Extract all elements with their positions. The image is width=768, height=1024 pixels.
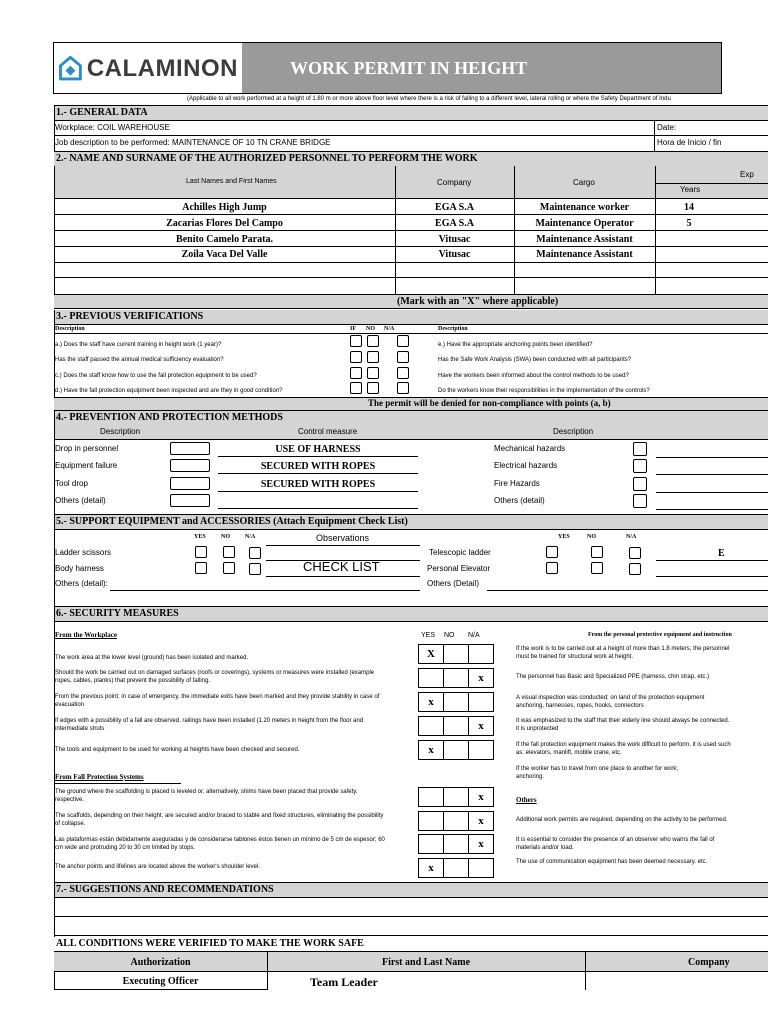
- section-support-equipment: 5.- SUPPORT EQUIPMENT and ACCESSORIES (Attach Equipment Check List): [54, 514, 768, 530]
- support-others-label: Others (detail):: [55, 579, 108, 588]
- verification-b-no-checkbox[interactable]: [367, 351, 379, 363]
- col-years-header: Years: [680, 185, 701, 194]
- security-item-3-marks[interactable]: x: [418, 692, 494, 712]
- person-name: Benito Camelo Parata.: [176, 234, 273, 245]
- verification-c-na-checkbox[interactable]: [397, 367, 409, 379]
- job-description-field: Job description to be performed: MAINTENANCE OF 10 TN CRANE BRIDGE: [55, 138, 331, 147]
- verif-no-label: NO: [366, 326, 375, 332]
- security-item-1: The work area at the lower level (ground) has been isolated and marked.: [55, 655, 249, 661]
- verification-b: Has the staff passed the annual medical sufficiency evaluation?: [55, 357, 224, 363]
- security-item-4-marks[interactable]: x: [418, 716, 494, 736]
- col-company-header: Company: [437, 178, 472, 187]
- body-harness-no-checkbox[interactable]: [223, 562, 235, 574]
- telescopic-ladder-observation: E: [718, 548, 725, 559]
- person-name: Zoila Vaca Del Valle: [181, 249, 268, 260]
- verification-g: Have the workers been informed about the control methods to be used?: [438, 373, 629, 379]
- security-item-4: If edges with a possibility of a fall are observed, railings have been installed (1.20 meters in height from the floor and intermediate struts: [55, 718, 364, 732]
- verification-a: a.) Does the staff have current training in height work (1 year)?: [55, 342, 222, 348]
- control-drop: USE OF HARNESS: [275, 444, 361, 455]
- section-previous-verifications: 3.- PREVIOUS VERIFICATIONS: [54, 310, 768, 325]
- section-suggestions: 7.- SUGGESTIONS AND RECOMMENDATIONS: [54, 882, 768, 898]
- body-harness-yes-checkbox[interactable]: [195, 562, 207, 574]
- col-role-header: Cargo: [573, 178, 595, 187]
- hazard-others-box[interactable]: [170, 494, 210, 507]
- verif-desc-label: Description: [55, 326, 85, 332]
- person-company: EGA S.A: [435, 202, 474, 213]
- person-company: Vitusac: [438, 249, 471, 260]
- hazard-mechanical-checkbox[interactable]: [633, 442, 647, 456]
- verif-na-label: N/A: [384, 326, 395, 332]
- security-item-2: Should the work be carried out on damaged surfaces (roofs or coverings), systems or measures were installed (example ropes, cables, planks) that prevent the possibility of falling.: [55, 670, 375, 684]
- telescopic-ladder-yes-checkbox[interactable]: [546, 546, 558, 558]
- support-others-right-label: Others (Detail): [427, 579, 480, 588]
- logo: [58, 50, 238, 88]
- verification-b-na-checkbox[interactable]: [397, 351, 409, 363]
- fall-item-1: The ground where the scaffolding is placed is leveled or, alternatively, shims have been placed that provide safety. respective.: [55, 789, 358, 803]
- hazard-tool-label: Tool drop: [55, 479, 88, 488]
- verification-b-if-checkbox[interactable]: [350, 351, 362, 363]
- logo-text: CALAMINON: [86, 55, 238, 82]
- security-item-1-marks[interactable]: X: [418, 644, 494, 664]
- security-item-2-marks[interactable]: x: [418, 668, 494, 688]
- page-title: WORK PERMIT IN HEIGHT: [290, 57, 528, 78]
- calaminon-logo-icon: [58, 52, 83, 86]
- others-heading: Others: [516, 796, 537, 804]
- ladder-scissors-na-checkbox[interactable]: [249, 547, 261, 559]
- verification-e: e.) Have the appropriate anchoring points been identified?: [438, 342, 593, 348]
- fall-item-1-marks[interactable]: x: [418, 787, 494, 807]
- security-item-3: From the previous point; in case of emergency, the immediate exits have been marked and they provide stability in case of evacuation: [55, 694, 380, 708]
- start-end-time-label: Hora de Inicio / fin: [657, 138, 722, 147]
- hazard-mechanical-label: Mechanical hazards: [494, 444, 566, 453]
- hazard-others-label: Others (detail): [55, 496, 106, 505]
- verification-d-na-checkbox[interactable]: [397, 382, 409, 394]
- hazard-others-checkbox[interactable]: [633, 494, 647, 508]
- fall-item-4: The anchor points and lifelines are located above the worker's shoulder level.: [55, 864, 260, 870]
- verification-d-if-checkbox[interactable]: [350, 382, 362, 394]
- check-list-note: CHECK LIST: [303, 559, 380, 574]
- person-name: Achilles High Jump: [182, 202, 267, 213]
- prev-col-desc: Description: [100, 427, 141, 436]
- body-harness-na-checkbox[interactable]: [249, 563, 261, 575]
- ladder-scissors-label: Ladder scissors: [55, 548, 112, 557]
- control-tool: SECURED WITH ROPES: [260, 479, 376, 490]
- person-role: Maintenance Assistant: [536, 249, 633, 260]
- security-no-label: NO: [444, 632, 455, 639]
- hazard-tool-box[interactable]: [170, 477, 210, 490]
- body-harness-label: Body harness: [55, 564, 104, 573]
- telescopic-ladder-no-checkbox[interactable]: [591, 546, 603, 558]
- personal-elevator-no-checkbox[interactable]: [591, 562, 603, 574]
- observations-label: Observations: [316, 533, 370, 543]
- col-first-last-name: First and Last Name: [381, 957, 471, 968]
- applicability-note: (Applicable to all work performed at a height of 1.80 m or more above floor level where there is a risk of falling to a different level, lateral rolling or where the Safety Department of Indu: [187, 96, 671, 102]
- person-years: 14: [684, 202, 694, 213]
- verification-a-if-checkbox[interactable]: [350, 335, 362, 347]
- section-security-measures: 6.- SECURITY MEASURES: [54, 606, 768, 622]
- workplace-field: Workplace: COIL WAREHOUSE: [55, 123, 170, 132]
- hazard-fire-label: Fire Hazards: [494, 479, 540, 488]
- others-item-1: Additional work permits are required, depending on the activity to be performed.: [516, 817, 728, 823]
- security-yes-label: YES: [421, 632, 436, 639]
- telescopic-ladder-label: Telescopic ladder: [429, 548, 491, 557]
- others-item-2: It is essential to consider the presence of an observer who warns the fall of materials and/or load.: [516, 837, 715, 851]
- hazard-drop-label: Drop in personnel: [55, 444, 119, 453]
- hazard-equipment-label: Equipment failure: [55, 461, 118, 470]
- hazard-fire-checkbox[interactable]: [633, 477, 647, 491]
- support-na-label-2: N/A: [626, 534, 637, 540]
- fall-item-3-marks[interactable]: x: [418, 834, 494, 854]
- verification-f: Has the Safe Work Analysis (SWA) been conducted with all participants?: [438, 357, 632, 363]
- support-yes-label-2: YES: [558, 534, 570, 540]
- ppe-item-6: If the worker has to travel from one place to another for work; anchoring.: [516, 766, 679, 780]
- conditions-heading: ALL CONDITIONS WERE VERIFIED TO MAKE THE WORK SAFE: [54, 937, 768, 952]
- telescopic-ladder-na-checkbox[interactable]: [629, 547, 641, 559]
- prev-col-desc-2: Description: [553, 427, 594, 436]
- verification-a-na-checkbox[interactable]: [397, 335, 409, 347]
- security-item-5-marks[interactable]: x: [418, 740, 494, 760]
- support-na-label: N/A: [245, 534, 256, 540]
- from-workplace-heading: From the Workplace: [55, 631, 117, 639]
- verif-desc-label-2: Description: [438, 326, 468, 332]
- person-company: EGA S.A: [435, 218, 474, 229]
- verification-d-no-checkbox[interactable]: [367, 382, 379, 394]
- ladder-scissors-no-checkbox[interactable]: [223, 546, 235, 558]
- fall-item-2-marks[interactable]: x: [418, 811, 494, 831]
- ppe-item-2: The personnel has Basic and Specialized PPE (harness, chin strap, etc.): [516, 674, 710, 680]
- support-yes-label: YES: [194, 534, 206, 540]
- from-fall-heading: From Fall Protection Systems: [55, 773, 144, 781]
- denial-note: The permit will be denied for non-compliance with points (a, b): [368, 398, 611, 408]
- personal-elevator-label: Personal Elevator: [427, 564, 491, 573]
- verification-a-no-checkbox[interactable]: [367, 335, 379, 347]
- person-role: Maintenance Assistant: [536, 234, 633, 245]
- prevention-col-header: [54, 425, 768, 440]
- hazard-drop-box[interactable]: [170, 442, 210, 455]
- person-name: Zacarias Flores Del Campo: [166, 218, 283, 229]
- title-band: [242, 43, 721, 93]
- prev-col-control: Control measure: [298, 427, 358, 436]
- personal-elevator-na-checkbox[interactable]: [629, 563, 641, 575]
- control-equipment: SECURED WITH ROPES: [260, 461, 376, 472]
- verification-d: d.) Have the fall protection equipment been inspected and are they in good condition?: [55, 388, 283, 394]
- ppe-item-3: A visual inspection was conducted; on land of the protection equipment anchoring, harnesses, ropes, hooks, connectors: [516, 695, 705, 709]
- hazard-electrical-label: Electrical hazards: [494, 461, 558, 470]
- security-item-5: The tools and equipment to be used for working at heights have been checked and secured.: [55, 747, 300, 753]
- personal-elevator-yes-checkbox[interactable]: [546, 562, 558, 574]
- col-company: Company: [688, 957, 730, 968]
- col-names-header: Last Names and First Names: [186, 178, 277, 185]
- verif-if-label: IF: [350, 326, 356, 332]
- verification-c: c.) Does the staff know how to use the fall protection equipment to be used?: [55, 373, 257, 379]
- team-leader-name: Team Leader: [310, 975, 378, 989]
- hazard-equipment-box[interactable]: [170, 459, 210, 472]
- section-prevention: 4.- PREVENTION AND PROTECTION METHODS: [54, 410, 768, 426]
- support-no-label-2: NO: [587, 534, 596, 540]
- fall-item-4-marks[interactable]: x: [418, 858, 494, 878]
- fall-item-2: The scaffolds, depending on their height, are secured and/or braced to stable and fixed structures, eliminating the possibility of collapse.: [55, 813, 384, 827]
- col-exp-header: Exp: [740, 170, 754, 179]
- verification-h: Do the workers know their responsibilities in the implementation of the controls?: [438, 388, 650, 394]
- hazard-electrical-checkbox[interactable]: [633, 459, 647, 473]
- col-authorization: Authorization: [130, 957, 191, 968]
- fall-item-3: Las plataformas están debidamente aseguradas y de considerarse tablones éstos tienen un mínimo de 5 cm de espesor; 60 cm wide and protruding 20 to 30 cm limited by stops.: [55, 837, 385, 851]
- ppe-item-1: If the work is to be carried out at a height of more than 1.8 meters, the personnel must be trained for structural work at height.: [516, 646, 730, 660]
- security-na-label: N/A: [468, 632, 480, 639]
- support-no-label: NO: [221, 534, 230, 540]
- hazard-others-right-label: Others (detail): [494, 496, 545, 505]
- ppe-item-4: It was emphasized to the staff that their elderly line should always be connected. it is unprotected: [516, 718, 730, 732]
- ppe-item-5: If the fall protection equipment makes the work difficult to perform, it is used such as: elevators, manlift, mobile crane, etc.: [516, 742, 731, 756]
- person-company: Vitusac: [438, 234, 471, 245]
- mark-note: (Mark with an "X" where applicable): [397, 296, 559, 307]
- person-role: Maintenance Operator: [535, 218, 634, 229]
- section-personnel: 2.- NAME AND SURNAME OF THE AUTHORIZED PERSONNEL TO PERFORM THE WORK: [54, 151, 768, 167]
- verification-c-if-checkbox[interactable]: [350, 367, 362, 379]
- ladder-scissors-yes-checkbox[interactable]: [195, 546, 207, 558]
- from-ppe-heading: From the personal protective equipment and instruction: [588, 632, 732, 638]
- others-item-3: The use of communication equipment has been deemed necessary. etc.: [516, 859, 708, 865]
- person-years: 5: [686, 218, 692, 229]
- section-general-data: 1.- GENERAL DATA: [54, 105, 768, 121]
- executing-officer-label: Executing Officer: [122, 976, 199, 987]
- person-role: Maintenance worker: [539, 202, 630, 213]
- verification-c-no-checkbox[interactable]: [367, 367, 379, 379]
- date-label: Date:: [657, 123, 677, 132]
